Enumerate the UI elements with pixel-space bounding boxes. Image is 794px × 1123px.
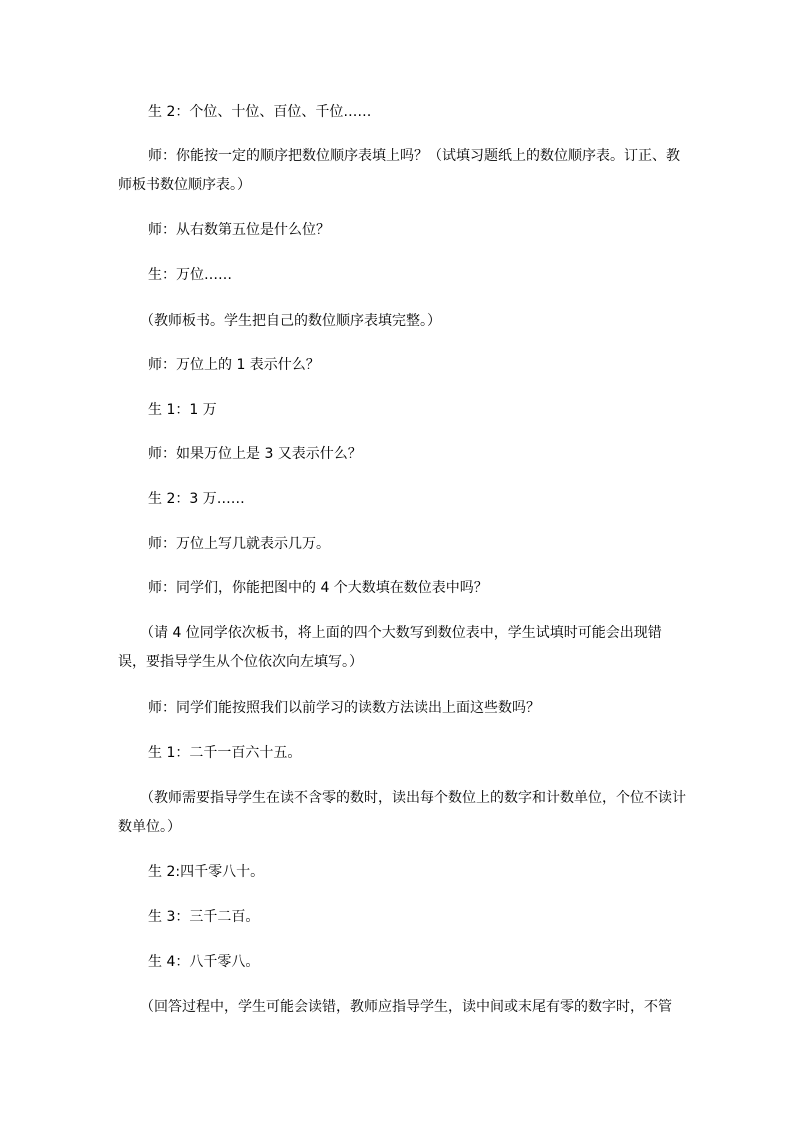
paragraph: 生 4：八千零八。 — [148, 954, 260, 970]
paragraph: 师：万位上的 1 表示什么？ — [148, 357, 320, 373]
paragraph: 师：同学们，你能把图中的 4 个大数填在数位表中吗？ — [148, 580, 488, 596]
paragraph: 生 2：3 万…… — [148, 491, 245, 507]
paragraph: （回答过程中，学生可能会读错，教师应指导学生，读中间或末尾有零的数字时，不管 — [140, 999, 672, 1015]
paragraph: 师：你能按一定的顺序把数位顺序表填上吗？（试填习题纸上的数位顺序表。订正、教师板书数位顺序表。） — [118, 148, 680, 193]
paragraph: 师：同学们能按照我们以前学习的读数方法读出上面这些数吗？ — [148, 700, 540, 716]
paragraph: 生：万位…… — [148, 267, 232, 283]
paragraph: 师：如果万位上是 3 又表示什么？ — [148, 446, 362, 462]
paragraph: 生 2:四千零八十。 — [148, 864, 265, 880]
paragraph: （教师板书。学生把自己的数位顺序表填完整。） — [140, 313, 441, 329]
paragraph: 师：从右数第五位是什么位？ — [148, 222, 330, 238]
paragraph: 生 1：1 万 — [148, 402, 217, 418]
paragraph: 生 1：二千一百六十五。 — [148, 745, 302, 761]
paragraph: 师：万位上写几就表示几万。 — [148, 536, 330, 552]
paragraph: 生 2：个位、十位、百位、千位…… — [148, 104, 372, 120]
paragraph: （请 4 位同学依次板书，将上面的四个大数写到数位表中，学生试填时可能会出现错误，要指导学生从个位依次向左填写。） — [118, 625, 662, 670]
paragraph: 生 3：三千二百。 — [148, 909, 260, 925]
paragraph: （教师需要指导学生在读不含零的数时，读出每个数位上的数字和计数单位，个位不读计数单位。） — [118, 790, 686, 835]
